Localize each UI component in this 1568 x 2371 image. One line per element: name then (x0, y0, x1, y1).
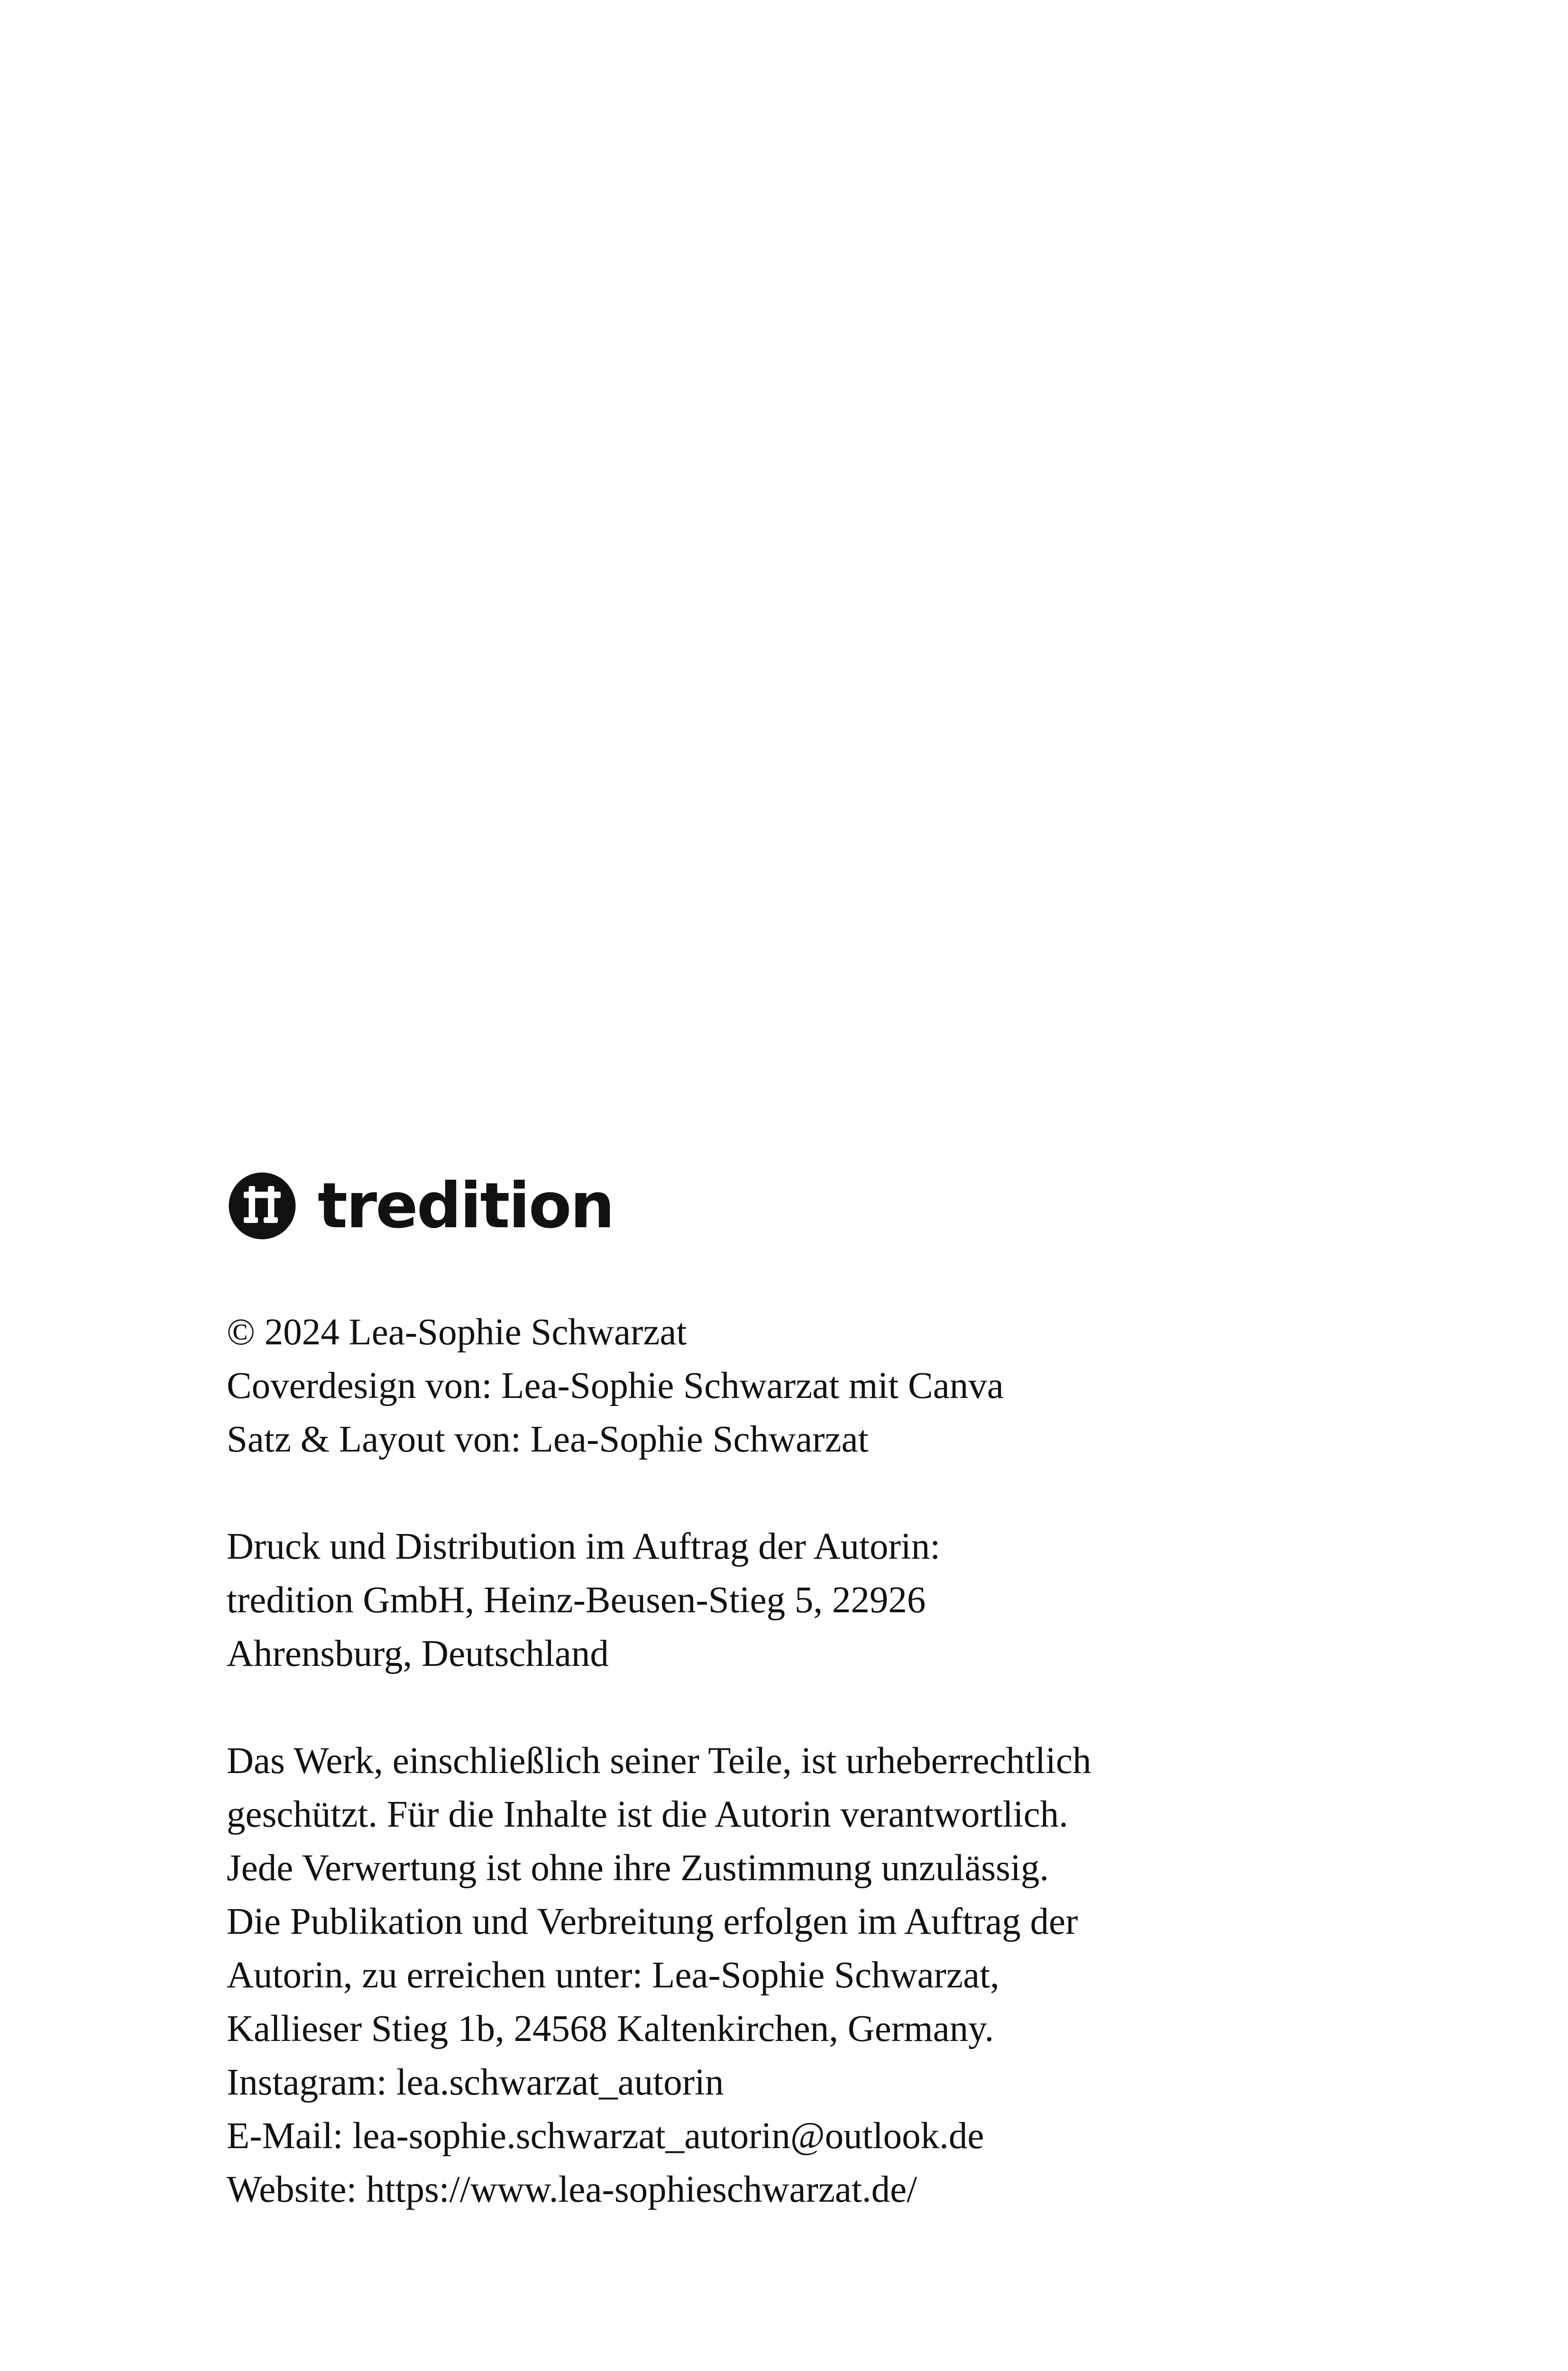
distribution-block (227, 1520, 1365, 1681)
legal-line: geschützt. Für die Inhalte ist die Autorin verantwortlich. (227, 1794, 1068, 1835)
tredition-logo-icon (227, 1170, 298, 1241)
instagram-line: Instagram: lea.schwarzat_autorin (227, 2062, 724, 2103)
imprint-page (227, 1170, 1365, 2216)
publisher-address-line-1: tredition GmbH, Heinz-Beusen-Stieg 5, 22926 (227, 1580, 926, 1621)
legal-line: Die Publikation und Verbreitung erfolgen im Auftrag der (227, 1901, 1078, 1942)
distribution-heading: Druck und Distribution im Auftrag der Autorin: (227, 1526, 941, 1567)
tredition-logo (227, 1170, 1365, 1241)
logo-wordmark: tredition (318, 1169, 614, 1242)
legal-line: Jede Verwertung ist ohne ihre Zustimmung unzulässig. (227, 1847, 1049, 1889)
credits-block (227, 1305, 1365, 1466)
website-line: Website: https://www.lea-sophieschwarzat.de/ (227, 2169, 917, 2210)
copyright-line: © 2024 Lea-Sophie Schwarzat (227, 1312, 687, 1353)
author-contact-line-2: Kallieser Stieg 1b, 24568 Kaltenkirchen, Germany. (227, 2008, 994, 2049)
author-contact-line-1: Autorin, zu erreichen unter: Lea-Sophie Schwarzat, (227, 1955, 999, 1996)
email-line: E-Mail: lea-sophie.schwarzat_autorin@outlook.de (227, 2115, 984, 2157)
publisher-address-line-2: Ahrensburg, Deutschland (227, 1633, 609, 1674)
cover-design-line: Coverdesign von: Lea-Sophie Schwarzat mit Canva (227, 1365, 1004, 1406)
layout-line: Satz & Layout von: Lea-Sophie Schwarzat (227, 1419, 869, 1460)
legal-line: Das Werk, einschließlich seiner Teile, ist urheberrechtlich (227, 1740, 1091, 1782)
legal-block (227, 1734, 1365, 2216)
